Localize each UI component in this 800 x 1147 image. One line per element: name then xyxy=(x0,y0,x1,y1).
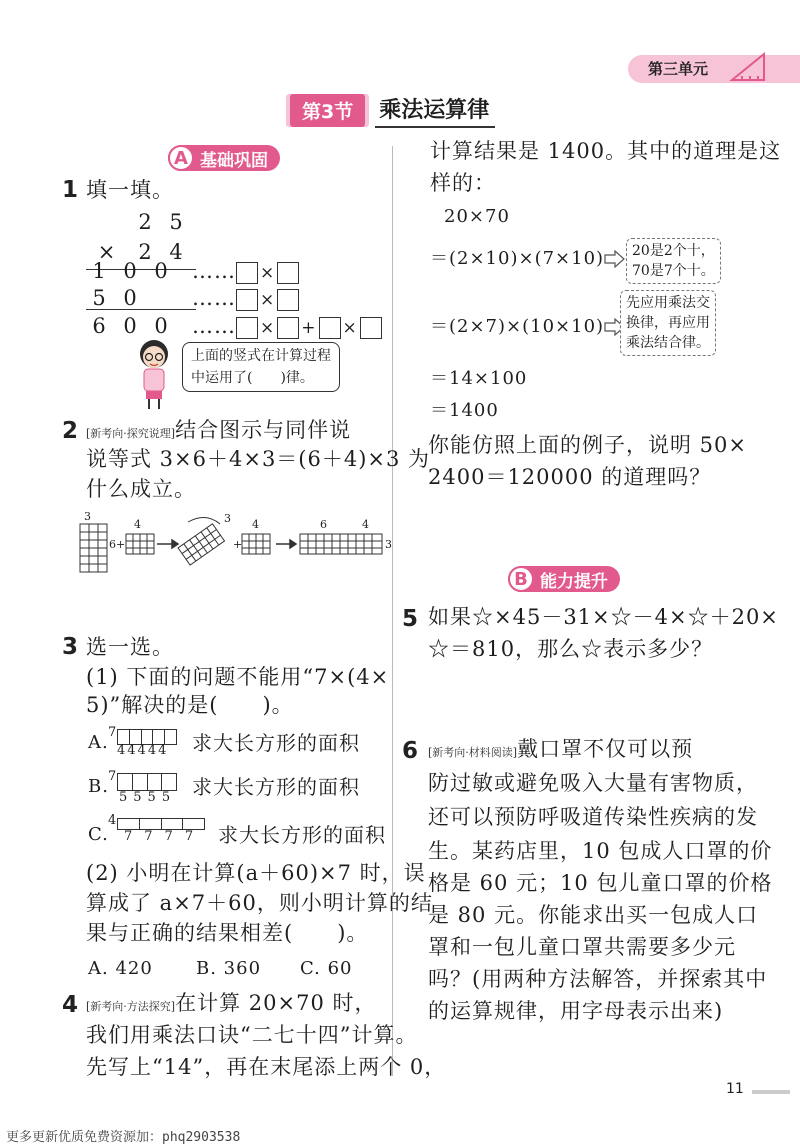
q1-row4-blanks: …… × xyxy=(192,281,299,317)
fig-label: 4 xyxy=(134,518,141,531)
question-number: 2 xyxy=(62,418,79,444)
q6-line6: 是 80 元。你能求出买一包成人口 xyxy=(428,903,759,927)
part-b-letter: B xyxy=(508,566,534,592)
fig-label: + xyxy=(233,538,243,551)
fig-label: 6 xyxy=(320,518,327,531)
part-a-banner xyxy=(168,145,280,171)
speech-bubble xyxy=(182,342,340,392)
blank-box[interactable] xyxy=(277,289,299,311)
q6-line5: 格是 60 元；10 包儿童口罩的价格 xyxy=(428,871,773,895)
fig-label: 3 xyxy=(224,512,231,525)
q2-line1: [新考向·探究说理]结合图示与同伴说 xyxy=(86,418,352,442)
q5-line2: ☆＝810，那么☆表示多少？ xyxy=(428,637,714,661)
q1-row1: 2 5 xyxy=(138,210,184,234)
option-a[interactable]: A. xyxy=(88,732,109,753)
q3-choices xyxy=(88,952,353,986)
blank-box[interactable] xyxy=(236,317,258,339)
choice-c[interactable]: C. 60 xyxy=(300,958,353,979)
q2-figure xyxy=(76,508,396,574)
part-b-banner xyxy=(508,566,620,592)
q4-line4: 计算结果是 1400。其中的道理是这 xyxy=(430,139,782,163)
hint-note: 先应用乘法交 换律，再应用 乘法结合律。 xyxy=(620,290,716,356)
part-a-letter: A xyxy=(168,145,194,171)
choice-a[interactable]: A. 420 xyxy=(88,958,153,979)
q4-ask1: 你能仿照上面的例子，说明 50× xyxy=(428,433,747,457)
option-b[interactable]: B. xyxy=(88,776,109,797)
question-number: 3 xyxy=(62,634,79,660)
bubble-line: 上面的竖式在计算过程 xyxy=(191,348,331,364)
q4-eq1: 20×70 xyxy=(444,206,510,227)
q6-line1: [新考向·材料阅读]戴口罩不仅可以预 xyxy=(428,737,694,761)
blank-box[interactable] xyxy=(277,317,299,339)
q4-eq3: ＝(2×7)×(10×10) xyxy=(430,316,605,337)
q1-row5: 6 0 0 xyxy=(92,314,169,338)
fig-label: 4 xyxy=(252,518,259,531)
q6-line2: 防过敏或避免吸入大量有害物质， xyxy=(428,771,758,795)
part-b-label: 能力提升 xyxy=(540,571,608,592)
q3-p2-line2: 算成了 a×7＋60，则小明计算的结 xyxy=(86,891,433,915)
q4-eq2: ＝(2×10)×(7×10) xyxy=(430,248,605,269)
fig-label: 3 xyxy=(385,538,392,551)
q2-line2: 说等式 3×6＋4×3＝(6＋4)×3 为 xyxy=(86,447,431,471)
q6-line3: 还可以预防呼吸道传染性疾病的发 xyxy=(428,805,758,829)
fig-label: + xyxy=(116,538,126,551)
question-number: 6 xyxy=(402,738,419,764)
q4-tag: [新考向·方法探究] xyxy=(86,1000,176,1013)
q1-row5-blanks: …… × + × xyxy=(192,309,382,345)
q1-title: 填一填。 xyxy=(86,178,174,202)
q2-tag: [新考向·探究说理] xyxy=(86,427,176,440)
q3-p2-line3: 果与正确的结果相差( )。 xyxy=(86,921,369,945)
part-a-label: 基础巩固 xyxy=(200,150,268,171)
q1-row3-blanks: …… × xyxy=(192,254,299,290)
q4-line5: 样的： xyxy=(430,171,496,195)
question-number: 5 xyxy=(402,606,419,632)
fig-label: 3 xyxy=(84,510,91,523)
q4-eq5: ＝1400 xyxy=(430,400,499,421)
q4-line1: [新考向·方法探究]在计算 20×70 时， xyxy=(86,991,377,1015)
q2-line3: 什么成立。 xyxy=(86,477,196,501)
bubble-line: 中运用了( )律。 xyxy=(191,370,314,386)
fig-label: 6 xyxy=(109,538,116,551)
question-number: 4 xyxy=(62,992,79,1018)
q4-line3: 先写上“14”，再在末尾添上两个 0， xyxy=(86,1055,447,1079)
blank-box[interactable] xyxy=(319,317,341,339)
column-divider xyxy=(392,146,393,1076)
q5-line1: 如果☆×45－31×☆－4×☆＋20× xyxy=(428,605,779,629)
watermark: 更多更新优质免费资源加：phq2903538 xyxy=(6,1130,241,1145)
q1-row3: 1 0 0 xyxy=(92,259,169,283)
question-number: 1 xyxy=(62,177,79,203)
choice-b[interactable]: B. 360 xyxy=(196,958,262,979)
option-c[interactable]: C. xyxy=(88,824,109,845)
q3-p1-line2: 5)”解决的是( )。 xyxy=(86,693,294,717)
page-number: 11 xyxy=(726,1081,744,1097)
unit-label: 第三单元 xyxy=(648,60,709,78)
q1-row2: × 2 4 xyxy=(97,240,184,264)
q4-eq4: ＝14×100 xyxy=(430,368,528,389)
girl-illustration xyxy=(132,336,176,412)
blank-box[interactable] xyxy=(236,289,258,311)
page-number-bar xyxy=(752,1090,790,1094)
option-c-text: 求大长方形的面积 xyxy=(218,823,386,847)
fig-label: 4 xyxy=(362,518,369,531)
option-b-text: 求大长方形的面积 xyxy=(192,775,360,799)
q1-row4: 5 0 xyxy=(92,286,138,310)
option-a-text: 求大长方形的面积 xyxy=(192,731,360,755)
q6-tag: [新考向·材料阅读] xyxy=(428,746,518,759)
ruler-icon xyxy=(728,50,768,84)
hint-note: 20是2个十， 70是7个十。 xyxy=(626,238,721,284)
q3-p1-line1: (1) 下面的问题不能用“7×(4× xyxy=(86,665,390,689)
section-number: 第3节 xyxy=(290,94,365,127)
q6-line9: 的运算规律，用字母表示出来) xyxy=(428,999,724,1023)
q6-line7: 罩和一包儿童口罩共需要多少元 xyxy=(428,935,736,959)
q6-line8: 吗？(用两种方法解答，并探索其中 xyxy=(428,967,768,991)
q3-p2-line1: (2) 小明在计算(a＋60)×7 时，误 xyxy=(86,861,426,885)
q3-title: 选一选。 xyxy=(86,635,174,659)
arrow-icon xyxy=(604,250,626,268)
blank-box[interactable] xyxy=(360,317,382,339)
section-name: 乘法运算律 xyxy=(375,93,495,128)
q4-ask2: 2400＝120000 的道理吗？ xyxy=(428,465,712,489)
section-title xyxy=(290,93,495,128)
q6-line4: 生。某药店里，10 包成人口罩的价 xyxy=(428,839,773,863)
q4-line2: 我们用乘法口诀“二七十四”计算。 xyxy=(86,1023,418,1047)
